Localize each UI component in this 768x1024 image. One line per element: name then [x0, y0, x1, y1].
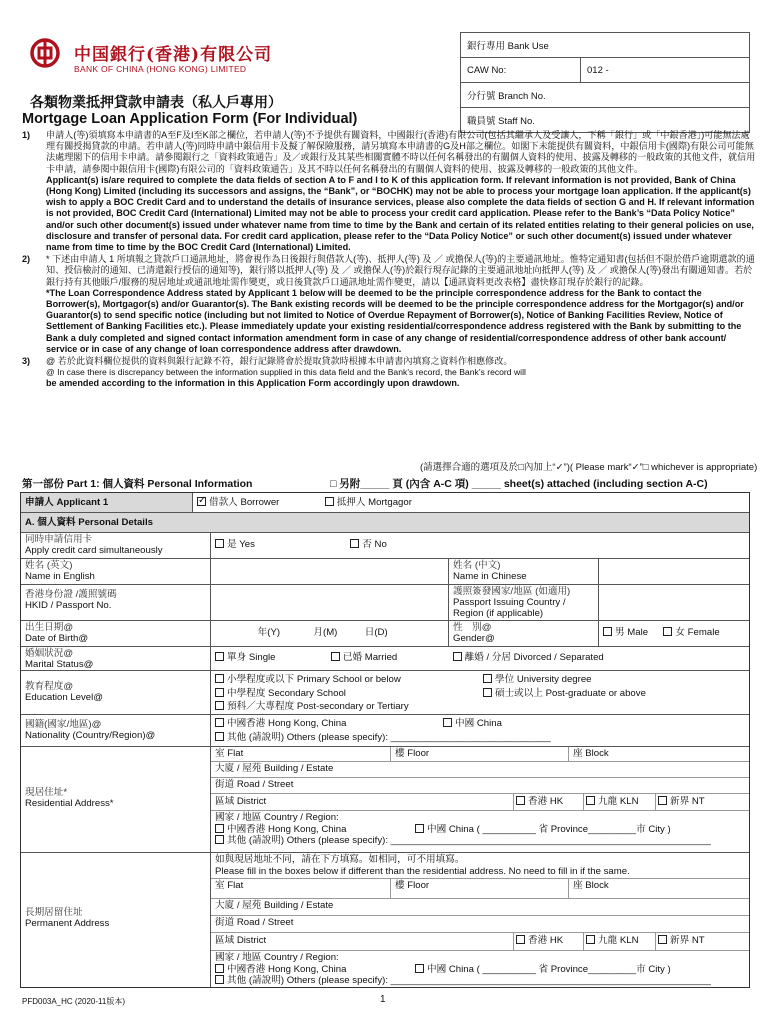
perm-note-cn: 如與現居地址不同，請在下方填寫。如相同，可不用填寫。	[215, 854, 465, 865]
hkid-input[interactable]	[211, 585, 449, 620]
marital-label	[21, 647, 211, 670]
perm-en: Permanent Address	[25, 918, 110, 929]
credit-options	[211, 533, 749, 558]
postgrad-checkbox[interactable]	[483, 688, 492, 697]
caw-field[interactable]: 012 -	[581, 58, 750, 83]
hkid-cn: 香港身份證 /護照號碼	[25, 589, 117, 600]
primary-label: 小學程度或以下 Primary School or below	[227, 674, 401, 685]
nationality-label	[21, 715, 211, 746]
perm-country-label: 國家 / 地區 Country / Region:	[215, 952, 339, 963]
permanent-label	[21, 853, 211, 987]
perm-cn: 長期居留住址	[25, 907, 83, 918]
flat-field[interactable]: 室 Flat	[211, 747, 391, 761]
others-label: 其他 (請說明) Others (please specify): ______________________________	[227, 731, 551, 743]
bank-use-title: 銀行專用 Bank Use	[461, 33, 750, 58]
hk-china-label: 中國香港 Hong Kong, China	[227, 718, 347, 729]
marital-options	[211, 647, 749, 670]
note-number: 3)	[22, 356, 31, 367]
caw-label: CAW No:	[461, 58, 581, 83]
passport-label	[449, 585, 599, 620]
passport-input[interactable]	[599, 585, 749, 620]
dob-year: 年(Y)	[257, 627, 281, 638]
note-english-small: @ In case there is discrepancy between the information supplied in this data field and the Bank’s record, the Bank’s record will	[46, 367, 526, 378]
credit-label-en: Apply credit card simultaneously	[25, 545, 163, 556]
note-number: 1)	[22, 130, 31, 140]
block-field[interactable]: 座 Block	[573, 748, 609, 759]
name-row	[21, 559, 749, 585]
credit-yes-checkbox[interactable]	[215, 539, 224, 548]
divorced-label: 離婚 / 分居 Divorced / Separated	[464, 652, 604, 663]
perm-district-field[interactable]: 區域 District	[211, 933, 514, 950]
perm-country-fields	[211, 951, 749, 988]
permanent-note	[211, 853, 749, 879]
hk-checkbox[interactable]	[516, 796, 525, 805]
part1-title: 第一部份 Part 1: 個人資料 Personal Information	[22, 478, 253, 490]
res-hk-china-checkbox[interactable]	[215, 824, 224, 833]
country-label: 國家 / 地區 Country / Region:	[215, 812, 339, 823]
passport-cn: 護照簽發國家/地區 (如適用)	[453, 586, 571, 597]
borrower-label: 借款人 Borrower	[209, 497, 280, 508]
kln-label: 九龍 KLN	[598, 796, 639, 807]
male-checkbox[interactable]	[603, 627, 612, 636]
gender-options	[599, 621, 749, 646]
role-options	[193, 493, 749, 512]
hk-china-checkbox[interactable]	[215, 718, 224, 727]
perm-others-label: 其他 (請說明) Others (please specify): ____________________________________________________________	[227, 975, 711, 986]
form-code: PFD003A_HC (2020-11版本)	[22, 997, 126, 1006]
perm-nt-checkbox[interactable]	[658, 935, 667, 944]
name-cn-en: Name in Chinese	[453, 571, 527, 582]
gender-en: Gender@	[453, 633, 495, 644]
res-en: Residential Address*	[25, 798, 114, 809]
personal-info-form	[20, 492, 750, 988]
form-title-chinese: 各類物業抵押貸款申請表（私人戶專用）	[30, 94, 282, 110]
perm-kln-label: 九龍 KLN	[598, 935, 639, 946]
street-field[interactable]: 街道 Road / Street	[211, 778, 749, 794]
single-checkbox[interactable]	[215, 652, 224, 661]
logo-chinese-name: 中国銀行(香港)有限公司	[74, 45, 273, 65]
sheets-attached[interactable]: □ 另附_____ 頁 (內含 A-C 項) _____ sheet(s) attached (including section A-C)	[330, 478, 708, 490]
name-cn-input[interactable]	[599, 559, 749, 584]
edu-cn: 教育程度@	[25, 681, 74, 692]
marital-row	[21, 647, 749, 671]
perm-china-checkbox[interactable]	[415, 964, 424, 973]
hk-label: 香港 HK	[528, 796, 564, 807]
name-en-label	[21, 559, 211, 584]
mortgagor-label: 抵押人 Mortgagor	[336, 497, 412, 508]
applicant-label: 申請人 Applicant 1	[21, 493, 193, 512]
single-label: 單身 Single	[227, 652, 276, 663]
perm-china-line: 中國 China ( __________ 省 Province_________市 City )	[427, 963, 671, 975]
marital-cn: 婚姻狀況@	[25, 648, 74, 659]
perm-kln-checkbox[interactable]	[586, 935, 595, 944]
perm-others-checkbox[interactable]	[215, 975, 224, 984]
nation-cn: 國籍(國家/地區)@	[25, 719, 102, 730]
form-title-english: Mortgage Loan Application Form (For Individual)	[22, 111, 358, 127]
note-english: be amended according to the information in this Application Form accordingly upon drawdown.	[46, 378, 460, 389]
male-label: 男 Male	[615, 627, 649, 638]
married-label: 已婚 Married	[342, 652, 398, 663]
education-row	[21, 671, 749, 715]
nt-checkbox[interactable]	[658, 796, 667, 805]
dob-label	[21, 621, 211, 646]
note-chinese: @ 若於此資料欄位提供的資料與銀行記錄不符，銀行記錄將會於提取貸款時根據本申請書內填寫之資料作相應修改。	[46, 356, 513, 367]
note-2	[22, 254, 757, 355]
res-others-checkbox[interactable]	[215, 835, 224, 844]
residential-address-fields	[211, 747, 749, 852]
note-number: 2)	[22, 254, 31, 265]
education-label	[21, 671, 211, 714]
postgrad-label: 碩士或以上 Post-graduate or above	[495, 687, 646, 699]
dob-month: 月(M)	[313, 627, 338, 638]
perm-note-en: Please fill in the boxes below if different than the residential address. No need to fill in if the same.	[215, 865, 630, 877]
nationality-row	[21, 715, 749, 747]
china-checkbox[interactable]	[443, 718, 452, 727]
nt-label: 新界 NT	[670, 796, 705, 807]
marital-en: Marital Status@	[25, 659, 94, 670]
dob-en: Date of Birth@	[25, 633, 89, 644]
married-checkbox[interactable]	[331, 652, 340, 661]
edu-en: Education Level@	[25, 692, 104, 703]
name-en-input[interactable]	[211, 559, 449, 584]
res-china-checkbox[interactable]	[415, 824, 424, 833]
china-label: 中國 China	[455, 718, 502, 729]
perm-street-field[interactable]: 街道 Road / Street	[211, 916, 749, 933]
perm-building-field[interactable]: 大廈 / 屋苑 Building / Estate	[211, 899, 749, 916]
perm-hk-china-checkbox[interactable]	[215, 964, 224, 973]
section-a-header	[21, 513, 749, 533]
page-number: 1	[380, 994, 386, 1005]
district-field[interactable]: 區域 District	[211, 794, 514, 810]
branch-field[interactable]: 分行號 Branch No.	[461, 83, 750, 108]
note-chinese: 申請人(等)須填寫本申請書的A至F及I至K部之欄位，若申請人(等)不予提供有關資料，中國銀行(香港)有限公司(包括其繼承人及受讓人，下稱「銀行」或「中銀香港」)可能無法處理有關授揭貸款的申請。若申請人(等)同時申請中銀信用卡及擬了解保險服務，請另填寫本申請書的G及H部之欄位。如閣下未能提供有關資料，中銀信用卡(國際)有限公司可能無法處理閣下的信用卡申請。請參閱銀行之「資料政策通告」及／或銀行及其某些相關實體不時以任何名稱發出的有關個人資料的使用、披露及轉移的一般政策的其他文件，就信用卡申請，請參閱中銀信用卡(國際)有限公司的「資料政策通告」及其不時以任何名稱發出的有關個人資料的使用、披露及轉移的一般政策的其他文件。	[46, 130, 756, 174]
name-cn-cn: 姓名 (中文)	[453, 560, 501, 571]
permanent-row	[21, 853, 749, 987]
hkid-row	[21, 585, 749, 621]
perm-block-field[interactable]: 座 Block	[573, 880, 609, 891]
passport-en2: Region (if applicable)	[453, 608, 544, 619]
perm-hk-checkbox[interactable]	[516, 935, 525, 944]
note-1	[22, 130, 757, 253]
applicant-row	[21, 493, 749, 513]
borrower-checkbox[interactable]	[197, 497, 206, 506]
section-a-title: A. 個人資料 Personal Details	[25, 517, 153, 528]
secondary-label: 中學程度 Secondary School	[227, 687, 346, 699]
credit-no-checkbox[interactable]	[350, 539, 359, 548]
credit-label-cn: 同時申請信用卡	[25, 534, 93, 545]
perm-hk-china-label: 中國香港 Hong Kong, China	[227, 963, 347, 975]
note-english: Applicant(s) is/are required to complete the data fields of section A to F and I to K of this application form. If relevant information is not provided, Bank of China (Hong Kong) Limited (including its successors and assigns, the “Bank”, or “BOCHK) may not be able to process your mortgage loan application. If the applicant(s) wish to apply a BOC Credit Card and to understand the details of insurance services, please also complete the data fields of section G and H. If relevant information is not provided, BOC Credit Card (International) Limited may not be able to process your credit card application. Please refer to the Bank’s “Data Policy Notice” and/or such other document(s) issued under whatever name from time to time by the Bank and certain of its related entities relating to their general policies on use, disclosure and transfer of personal data. For credit card application, please refer to the “Data Policy Notice” or such other document(s) issued under whatever name from time to time by the BOC Credit Card (International) Limited.	[46, 174, 755, 253]
education-options	[211, 671, 749, 714]
dob-row	[21, 621, 749, 647]
dob-input[interactable]	[211, 621, 449, 646]
name-en-en: Name in English	[25, 571, 95, 582]
notes-section	[22, 130, 757, 391]
tertiary-label: 預科／大專程度 Post-secondary or Tertiary	[227, 701, 409, 712]
note-3	[22, 356, 757, 390]
mark-hint: (請選擇合適的選項及於□內加上“✓”)( Please mark“✓”□ whichever is appropriate)	[420, 462, 758, 473]
university-label: 學位 University degree	[495, 674, 592, 685]
credit-label	[21, 533, 211, 558]
university-checkbox[interactable]	[483, 674, 492, 683]
primary-checkbox[interactable]	[215, 674, 224, 683]
hkid-en: HKID / Passport No.	[25, 600, 112, 611]
name-cn-label	[449, 559, 599, 584]
gender-label	[449, 621, 599, 646]
residential-row	[21, 747, 749, 853]
gender-cn: 性 別@	[453, 622, 492, 633]
yes-label: 是 Yes	[227, 539, 255, 550]
residential-label	[21, 747, 211, 852]
kln-checkbox[interactable]	[586, 796, 595, 805]
female-checkbox[interactable]	[663, 627, 672, 636]
dob-cn: 出生日期@	[25, 622, 74, 633]
bank-logo	[30, 38, 280, 78]
boc-logo-icon	[30, 38, 60, 68]
building-field[interactable]: 大廈 / 屋苑 Building / Estate	[211, 762, 749, 778]
credit-card-row	[21, 533, 749, 559]
note-chinese: * 下述由申請人 1 所填報之貸款戶口通訊地址，將會視作為日後銀行與借款人(等)、抵押人(等) 及 ／ 或擔保人(等)的主要通訊地址。惟特定通知書(包括但不限於借戶逾期還款的通知、授信檢討的通知、已清還銀行授信的通知等)，銀行將以抵押人(等) 及 ／ 或擔保人(等)於銀行現存記錄的主要通訊地址向抵押人(等) 及 ／ 或擔保人(等)發出有關通知書。若於銀行持有其他賬戶/服務的現居地址或通訊地址需作變更，或日後貸款戶口通訊地址需作變更，請以【通訊資料更改表格】盡快修訂現存於銀行的記錄。	[46, 254, 755, 287]
others-checkbox[interactable]	[215, 732, 224, 741]
perm-nt-label: 新界 NT	[670, 935, 705, 946]
perm-hk-label: 香港 HK	[528, 935, 564, 946]
floor-field[interactable]: 樓 Floor	[391, 747, 569, 761]
hkid-label	[21, 585, 211, 620]
divorced-checkbox[interactable]	[453, 652, 462, 661]
country-fields	[211, 811, 749, 848]
no-label: 否 No	[362, 539, 387, 550]
bank-use-box	[460, 32, 750, 133]
note-english: *The Loan Correspondence Address stated by Applicant 1 below will be deemed to be the principle correspondence address for the Bank to contact the Borrower(s), Mortgagor(s) and/or Guarantor(s). The Bank existing records will be deemed to be the principle correspondence address for the Mortgagor(s) and/or Guarantor(s) to send specific notice (including but not limited to Notice of Overdue Repayment of Borrower(s), Notice of Banking Facilities Review, Notice of Settlement of Banking Facilities etc.). Please immediately update your existing residential/correspondence address registered with the Bank by submitting to the Bank a duly completed and signed contact information amendment form in case of any change of residential/correspondence address of other bank account/ service or in case of any change of loan correspondence address after drawdown.	[46, 287, 744, 354]
res-hk-china-label: 中國香港 Hong Kong, China	[227, 823, 347, 835]
female-label: 女 Female	[675, 627, 720, 638]
secondary-checkbox[interactable]	[215, 688, 224, 697]
permanent-address-fields	[211, 853, 749, 987]
logo-english-name: BANK OF CHINA (HONG KONG) LIMITED	[74, 64, 247, 74]
passport-en1: Passport Issuing Country /	[453, 597, 566, 608]
nationality-options	[211, 715, 749, 746]
dob-day: 日(D)	[364, 627, 388, 638]
perm-flat-field[interactable]: 室 Flat	[211, 879, 391, 898]
perm-floor-field[interactable]: 樓 Floor	[391, 879, 569, 898]
mortgagor-checkbox[interactable]	[325, 497, 334, 506]
res-china-line: 中國 China ( __________ 省 Province_________市 City )	[427, 823, 671, 835]
name-en-cn: 姓名 (英文)	[25, 560, 73, 571]
res-others-label: 其他 (請說明) Others (please specify): ____________________________________________________________	[227, 835, 711, 846]
staff-field[interactable]: 職員號 Staff No.	[461, 108, 750, 133]
nation-en: Nationality (Country/Region)@	[25, 730, 156, 741]
res-cn: 現居住址*	[25, 787, 68, 798]
tertiary-checkbox[interactable]	[215, 701, 224, 710]
